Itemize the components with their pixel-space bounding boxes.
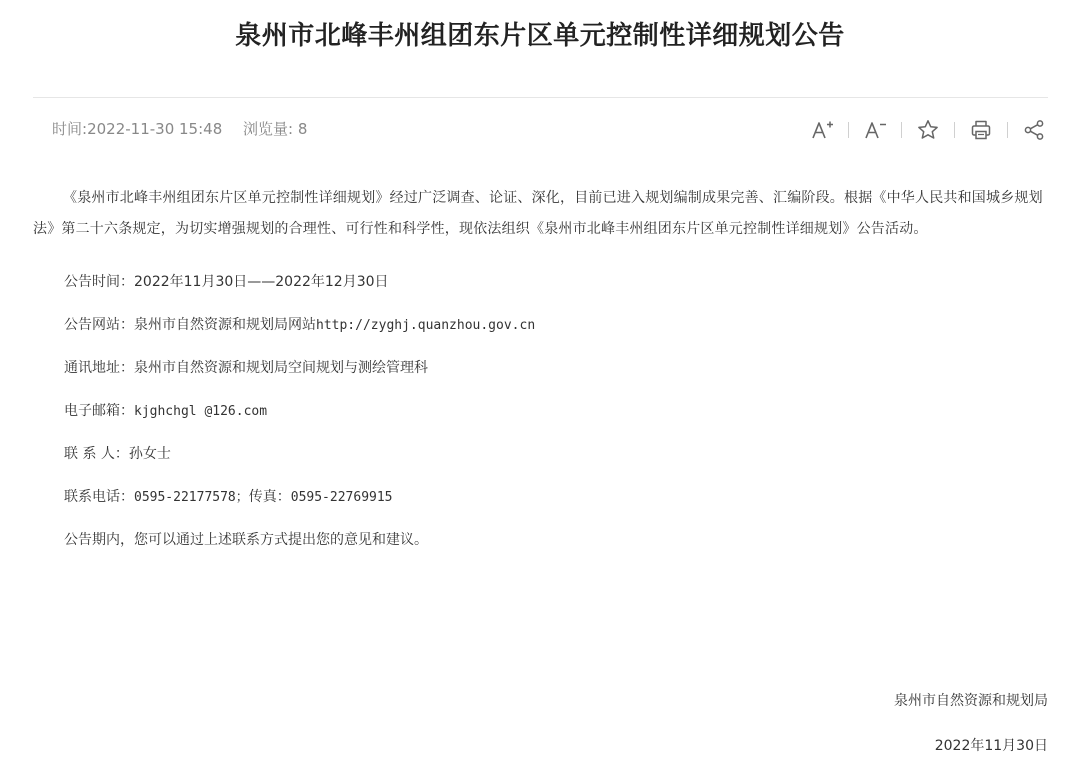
favorite-button[interactable] — [914, 116, 942, 144]
issue-date: 2022年11月30日 — [934, 738, 1048, 754]
view-count-label: 浏览量: — [243, 120, 294, 138]
address-line — [33, 347, 1055, 390]
publish-time-value: 2022-11-30 15:48 — [87, 120, 223, 138]
toolbar-divider — [901, 122, 902, 138]
article-meta — [52, 116, 307, 142]
font-increase-button[interactable] — [808, 116, 836, 144]
closing-line: 公告期内，您可以通过上述联系方式提出您的意见和建议。 — [64, 532, 428, 548]
publish-time-label: 时间: — [52, 120, 88, 138]
notice-period-value: 2022年11月30日——2022年12月30日 — [134, 274, 389, 290]
toolbar-divider — [1007, 122, 1008, 138]
title-divider — [33, 97, 1048, 98]
contact-person-line — [33, 433, 1055, 476]
notice-period-line — [33, 261, 1055, 304]
notice-website-line — [33, 304, 1055, 347]
printer-icon — [969, 118, 993, 142]
page-title: 泉州市北峰丰州组团东片区单元控制性详细规划公告 — [235, 21, 845, 51]
contact-person-value: 孙女士 — [128, 446, 171, 462]
share-button[interactable] — [1020, 116, 1048, 144]
email-line — [33, 390, 1055, 433]
contact-person-label: 联 系 人： — [64, 446, 129, 462]
issuer-name: 泉州市自然资源和规划局 — [894, 693, 1048, 709]
toolbar-divider — [848, 122, 849, 138]
notice-website-url[interactable]: http://zyghj.quanzhou.gov.cn — [316, 318, 536, 333]
font-decrease-icon — [863, 119, 887, 141]
phone-value: 0595-22177578； — [134, 490, 249, 505]
phone-label: 联系电话： — [64, 489, 134, 505]
font-increase-icon — [810, 119, 834, 141]
font-decrease-button[interactable] — [861, 116, 889, 144]
notice-period-label: 公告时间： — [64, 274, 134, 290]
print-button[interactable] — [967, 116, 995, 144]
notice-website-value: 泉州市自然资源和规划局网站 — [134, 317, 316, 333]
article-body — [33, 183, 1055, 562]
star-icon — [916, 118, 940, 142]
address-label: 通讯地址： — [64, 360, 134, 376]
view-count-value: 8 — [297, 120, 308, 138]
fax-label: 传真： — [248, 489, 291, 505]
email-label: 电子邮箱： — [64, 403, 134, 419]
share-icon — [1022, 118, 1046, 142]
phone-line — [33, 476, 1055, 519]
toolbar-divider — [954, 122, 955, 138]
article-toolbar — [808, 116, 1048, 144]
email-value: kjghchgl @126.com — [134, 404, 268, 419]
paragraph-gap — [33, 245, 1055, 261]
fax-value: 0595-22769915 — [290, 490, 393, 505]
lead-paragraph: 《泉州市北峰丰州组团东片区单元控制性详细规划》经过广泛调查、论证、深化，目前已进入规划编制成果完善、汇编阶段。根据《中华人民共和国城乡规划法》第二十六条规定，为切实增强规划的合理性、可行性和科学性，现依法组织《泉州市北峰丰州组团东片区单元控制性详细规划》公告活动。 — [33, 190, 1043, 237]
address-value: 泉州市自然资源和规划局空间规划与测绘管理科 — [134, 360, 428, 376]
notice-website-label: 公告网站： — [64, 317, 134, 333]
